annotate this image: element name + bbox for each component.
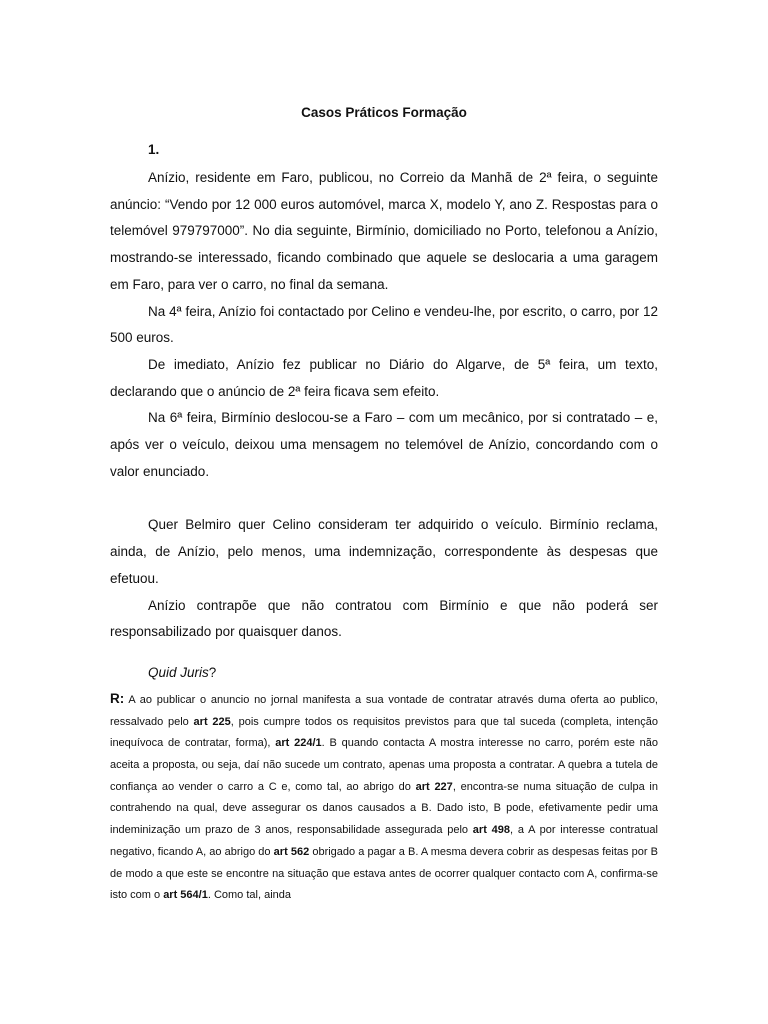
paragraph-gap xyxy=(110,485,658,512)
article-reference: art 227 xyxy=(415,780,453,793)
answer-label: R: xyxy=(110,690,125,706)
case-number: 1. xyxy=(148,142,160,157)
case-paragraph-1: Anízio, residente em Faro, publicou, no Correio da Manhã de 2ª feira, o seguinte anúncio: “Vendo por 12 000 euros automóvel, marca X, modelo Y, ano Z. Respostas para o telemóvel 979797000”. No dia seguinte, Birmínio, domiciliado no Porto, telefonou a Anízio, mostrando-se interessado, ficando combinado que aquele se deslocaria a uma garagem em Faro, para ver o carro, no final da semana. xyxy=(110,170,658,292)
article-reference: art 224/1 xyxy=(275,737,322,750)
article-reference: art 225 xyxy=(193,715,231,728)
case-paragraph-2: Na 4ª feira, Anízio foi contactado por Celino e vendeu-lhe, por escrito, o carro, por 12 500 euros. xyxy=(110,303,658,346)
answer-text: . Como tal, ainda xyxy=(207,889,291,902)
answer-paragraph xyxy=(110,688,658,907)
case-paragraph-5: Quer Belmiro quer Celino consideram ter adquirido o veículo. Birmínio reclama, ainda, de Anízio, pelo menos, uma indemnização, correspondente às despesas que efetuou. xyxy=(110,517,658,586)
answer-text: A ao publicar o anuncio no jornal manifesta a sua vontade de contratar através duma oferta ao publico, ressalvado pelo xyxy=(110,693,658,728)
question-mark: ? xyxy=(208,664,217,680)
question-text: Quid Juris xyxy=(148,664,209,680)
answer-text: obrigado a pagar a B. A mesma devera cobrir as despesas feitas por B de modo a que este se encontre na situação que estava antes de ocorrer qualquer contacto com A, confirma-se isto com o xyxy=(110,845,659,902)
answer-text: . B quando contacta A mostra interesse no carro, porém este não aceita a proposta, ou seja, daí não sucede um contrato, apenas uma proposta a contratar. A quebra a tutela de confiança ao vender o carro a C e, como tal, ao abrigo do xyxy=(110,737,658,793)
article-reference: art 562 xyxy=(273,845,310,858)
article-reference: art 498 xyxy=(472,824,510,837)
question-line xyxy=(110,665,658,680)
case-paragraph-3: De imediato, Anízio fez publicar no Diário do Algarve, de 5ª feira, um texto, declarando que o anúncio de 2ª feira ficava sem efeito. xyxy=(110,356,658,399)
case-paragraph-4: Na 6ª feira, Birmínio deslocou-se a Faro – com um mecânico, por si contratado – e, após ver o veículo, deixou uma mensagem no telemóvel de Anízio, concordando com o valor enunciado. xyxy=(110,410,658,479)
document-title: Casos Práticos Formação xyxy=(301,105,467,120)
article-reference: art 564/1 xyxy=(163,889,208,902)
answer-text: , pois cumpre todos os requisitos previstos para que tal suceda (completa, intenção inequívoca de contratar, forma), xyxy=(110,715,658,750)
document-page xyxy=(110,100,658,907)
case-paragraph-6: Anízio contrapõe que não contratou com Birmínio e que não poderá ser responsabilizado por quaisquer danos. xyxy=(110,597,658,640)
answer-text: , a A por interesse contratual negativo, ficando A, ao abrigo do xyxy=(110,824,658,858)
answer-text: , encontra-se numa situação de culpa in contrahendo na qual, deve assegurar os danos causados a B. Dado isto, B pode, efetivamente pedir uma indeminização um prazo de 3 anos, responsabilidade assegurada pelo xyxy=(110,780,658,837)
